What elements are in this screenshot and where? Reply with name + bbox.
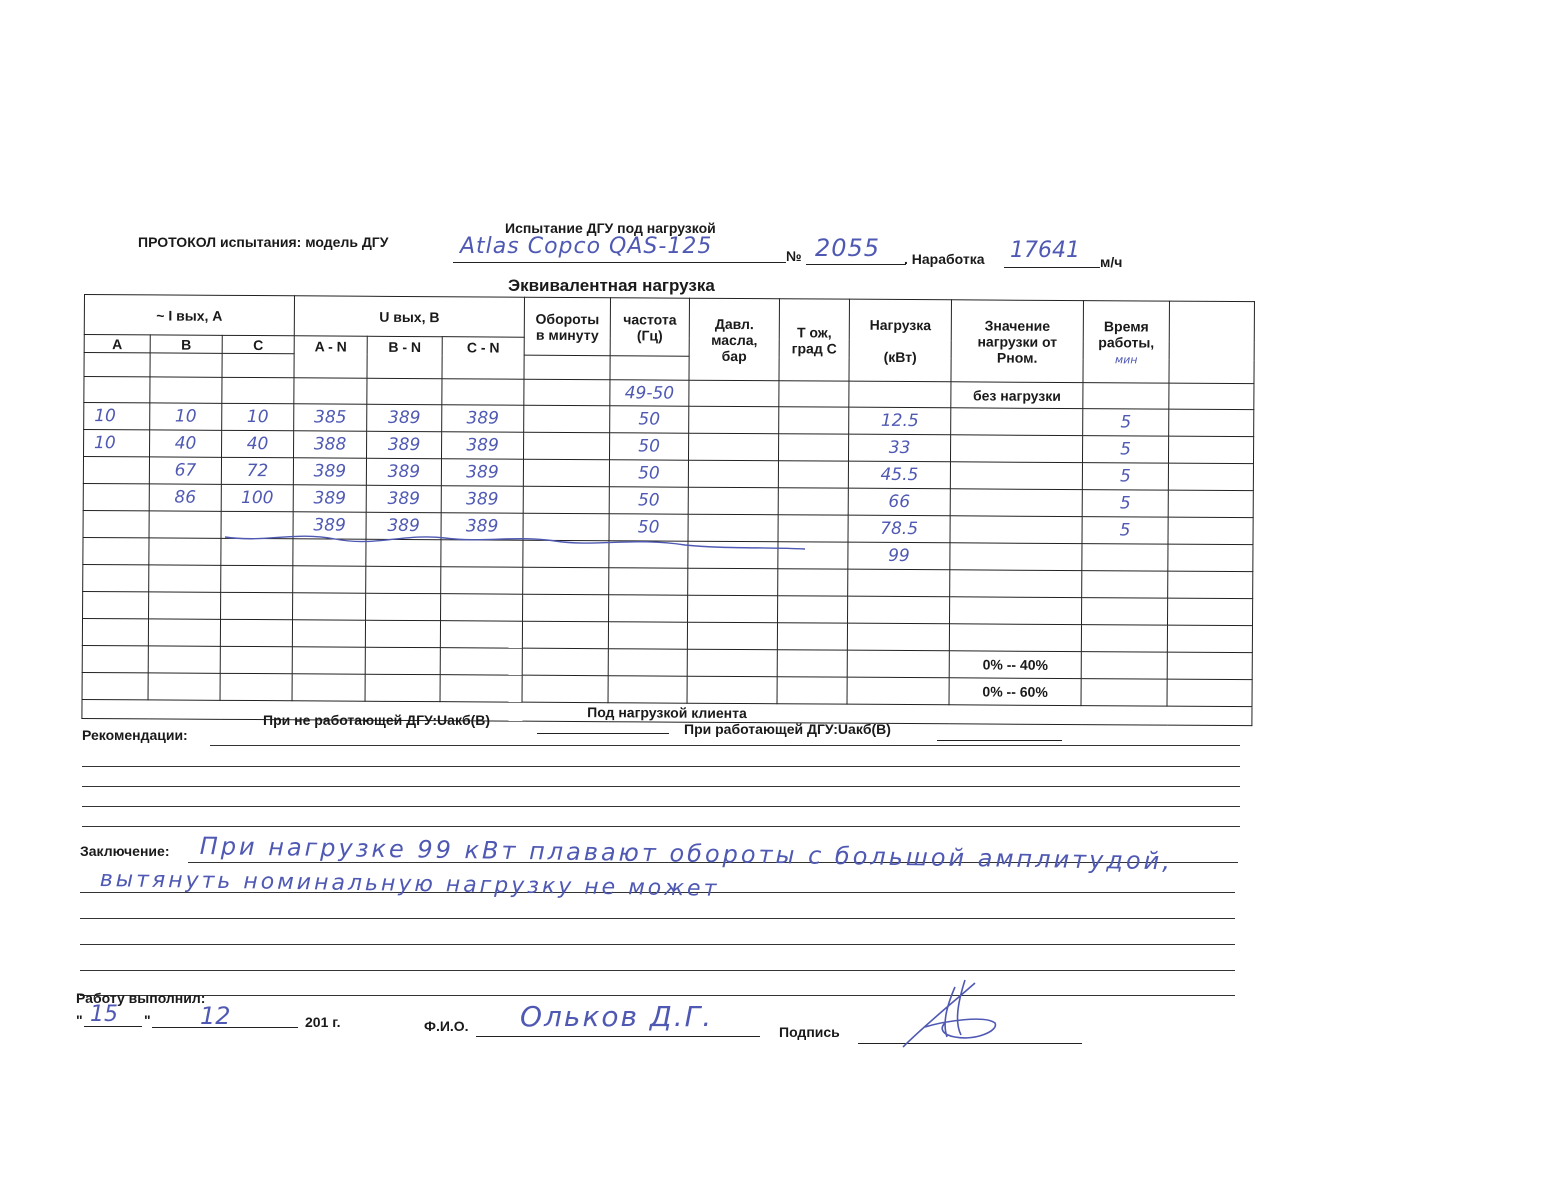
cell-rpm xyxy=(524,432,610,460)
cell-current-a xyxy=(83,457,149,484)
test-title: Испытание ДГУ под нагрузкой xyxy=(505,220,716,236)
cell-work-time: 5 xyxy=(1082,517,1168,545)
cell-current-c: 40 xyxy=(222,430,294,457)
header-current-b: B xyxy=(150,335,222,353)
cell-load: 33 xyxy=(849,434,951,462)
cell-voltage-an xyxy=(292,620,365,647)
cell-load: 99 xyxy=(848,542,950,570)
cell-rpm xyxy=(524,379,610,406)
header-blank xyxy=(610,356,689,380)
battery-on-underline xyxy=(937,740,1062,741)
header-blank xyxy=(84,353,150,377)
cell-work-time: 5 xyxy=(1082,490,1168,518)
cell-frequency xyxy=(608,622,687,649)
recommendations-line xyxy=(82,766,1240,767)
header-coolant-temp: Т ож, град С xyxy=(779,299,849,381)
cell-extra xyxy=(1168,598,1253,626)
date-month: 12 xyxy=(200,1002,231,1030)
cell-voltage-bn: 389 xyxy=(366,512,441,539)
cell-voltage-an xyxy=(293,566,366,593)
cell-voltage-an xyxy=(292,647,365,674)
cell-coolant-temp xyxy=(777,623,847,650)
cell-current-a xyxy=(83,510,149,537)
cell-frequency: 50 xyxy=(610,406,689,433)
cell-current-c xyxy=(222,377,294,403)
cell-load xyxy=(849,381,951,408)
cell-current-b: 86 xyxy=(149,484,221,511)
cell-extra xyxy=(1168,490,1253,518)
cell-load-value xyxy=(950,543,1082,571)
cell-load-value xyxy=(950,516,1082,544)
cell-oil-pressure xyxy=(687,649,777,677)
cell-work-time: 5 xyxy=(1083,436,1169,464)
cell-voltage-bn: 389 xyxy=(366,485,441,512)
cell-load-value xyxy=(950,570,1082,598)
cell-load-value xyxy=(951,435,1083,463)
cell-voltage-an xyxy=(292,674,365,701)
cell-current-a xyxy=(82,672,148,699)
signature-mark xyxy=(895,975,1005,1055)
cell-current-a xyxy=(83,537,149,564)
cell-current-a xyxy=(83,591,149,618)
recommendations-label: Рекомендации: xyxy=(82,727,188,743)
cell-work-time xyxy=(1081,625,1167,653)
cell-rpm xyxy=(523,459,609,487)
cell-voltage-an: 388 xyxy=(294,431,367,458)
cell-current-c: 10 xyxy=(222,403,294,430)
header-current-a: A xyxy=(84,335,150,353)
cell-voltage-cn xyxy=(441,567,523,595)
cell-current-b xyxy=(149,538,221,565)
cell-voltage-cn xyxy=(440,621,522,649)
cell-coolant-temp xyxy=(779,407,849,434)
cell-extra xyxy=(1168,463,1253,491)
cell-oil-pressure xyxy=(688,460,778,488)
cell-voltage-bn: 389 xyxy=(367,431,442,458)
cell-load xyxy=(847,650,949,678)
cell-coolant-temp xyxy=(779,381,849,407)
header-rpm: Обороты в минуту xyxy=(524,297,610,356)
fio-label: Ф.И.О. xyxy=(424,1018,469,1034)
cell-voltage-cn xyxy=(440,675,522,703)
cell-extra xyxy=(1168,571,1253,599)
header-voltage-cn: C - N xyxy=(442,337,524,380)
cell-coolant-temp xyxy=(779,434,849,461)
fio-underline xyxy=(476,1036,760,1037)
recommendations-line xyxy=(210,745,1240,746)
cell-voltage-bn xyxy=(366,566,441,593)
cell-coolant-temp xyxy=(777,677,847,704)
cell-load-value xyxy=(950,489,1082,517)
battery-off-label: При не работающей ДГУ:Uакб(В) xyxy=(263,712,491,728)
cell-load xyxy=(848,569,950,597)
conclusion-text-1: При нагрузке 99 кВт плавают обороты с большой амплитудой, xyxy=(199,832,1174,876)
cell-rpm xyxy=(523,567,609,595)
cell-load-value xyxy=(950,462,1082,490)
cell-work-time xyxy=(1082,598,1168,626)
hours-value: 17641 xyxy=(1010,238,1080,263)
conclusion-line xyxy=(80,970,1235,971)
cell-current-b: 10 xyxy=(150,403,222,430)
conclusion-line xyxy=(80,995,1235,996)
conclusion-text-2: вытянуть номинальную нагрузку не может xyxy=(99,867,720,902)
header-frequency: частота (Гц) xyxy=(610,298,689,356)
protocol-table xyxy=(81,294,1255,726)
cell-voltage-cn: 389 xyxy=(441,513,523,541)
cell-work-time: 5 xyxy=(1083,409,1169,437)
cell-frequency xyxy=(608,649,687,676)
client-load-label: Под нагрузкой клиента xyxy=(82,699,1252,725)
cell-rpm xyxy=(522,621,608,649)
cell-voltage-an: 389 xyxy=(293,485,366,512)
cell-current-c: 100 xyxy=(221,484,293,511)
conclusion-line xyxy=(80,918,1235,919)
cell-load xyxy=(847,623,949,651)
cell-oil-pressure xyxy=(689,433,779,461)
cell-current-a: 10 xyxy=(84,430,150,457)
number-label: № xyxy=(786,248,802,264)
header-voltage-an: A - N xyxy=(294,336,367,378)
cell-oil-pressure xyxy=(688,595,778,623)
number-underline xyxy=(806,264,906,265)
battery-off-underline xyxy=(537,733,669,734)
cell-current-c xyxy=(220,673,292,700)
cell-current-a xyxy=(82,645,148,672)
cell-work-time xyxy=(1082,571,1168,599)
cell-current-a xyxy=(84,377,150,403)
cell-work-time xyxy=(1082,544,1168,572)
cell-coolant-temp xyxy=(778,596,848,623)
cell-load: 45.5 xyxy=(848,461,950,489)
header-oil-pressure: Давл. масла, бар xyxy=(689,298,779,381)
cell-voltage-bn: 389 xyxy=(366,458,441,485)
hours-underline xyxy=(1004,267,1100,268)
cell-frequency: 50 xyxy=(609,514,688,541)
cell-current-b xyxy=(149,511,221,538)
cell-work-time xyxy=(1083,383,1169,410)
cell-extra xyxy=(1168,517,1253,545)
cell-voltage-bn: 389 xyxy=(367,404,442,431)
cell-load-value xyxy=(949,624,1081,652)
cell-rpm xyxy=(524,405,610,433)
header-blank xyxy=(150,353,222,377)
recommendations-line xyxy=(82,786,1240,787)
cell-extra xyxy=(1169,409,1254,437)
cell-current-c xyxy=(221,592,293,619)
cell-voltage-bn xyxy=(367,378,442,404)
cell-current-b: 67 xyxy=(149,457,221,484)
cell-current-a: 10 xyxy=(84,403,150,430)
cell-current-b xyxy=(150,377,222,403)
cell-oil-pressure xyxy=(687,622,777,650)
battery-on-label: При работающей ДГУ:Uакб(В) xyxy=(684,721,891,737)
cell-current-a xyxy=(83,483,149,510)
recommendations-line xyxy=(82,826,1240,827)
cell-load-value: без нагрузки xyxy=(951,382,1083,409)
cell-load-value xyxy=(950,597,1082,625)
cell-voltage-an: 385 xyxy=(294,404,367,431)
cell-voltage-bn xyxy=(365,647,440,674)
cell-load-value: 0% -- 40% xyxy=(949,651,1081,679)
cell-coolant-temp xyxy=(778,461,848,488)
cell-extra xyxy=(1169,383,1254,410)
cell-work-time xyxy=(1081,652,1167,680)
hours-unit: м/ч xyxy=(1100,254,1123,270)
cell-voltage-bn xyxy=(366,593,441,620)
cell-current-b xyxy=(149,592,221,619)
date-quote-open: " xyxy=(76,1012,83,1028)
cell-oil-pressure xyxy=(688,487,778,515)
cell-voltage-bn xyxy=(365,674,440,701)
cell-voltage-an xyxy=(293,593,366,620)
cell-frequency: 49-50 xyxy=(610,380,689,406)
cell-coolant-temp xyxy=(778,488,848,515)
recommendations-line xyxy=(82,806,1240,807)
cell-voltage-cn: 389 xyxy=(441,459,523,487)
cell-extra xyxy=(1167,679,1252,707)
cell-frequency: 50 xyxy=(609,487,688,514)
cell-work-time: 5 xyxy=(1082,463,1168,491)
hours-label: . Наработка xyxy=(904,251,985,267)
cell-voltage-cn: 389 xyxy=(442,405,524,433)
cell-extra xyxy=(1167,625,1252,653)
cell-rpm xyxy=(522,648,608,676)
cell-voltage-cn xyxy=(440,648,522,676)
cell-current-b xyxy=(148,619,220,646)
header-load: Нагрузка (кВт) xyxy=(849,299,951,382)
cell-frequency xyxy=(609,595,688,622)
year-label: 201 г. xyxy=(305,1014,341,1030)
cell-current-c xyxy=(221,565,293,592)
cell-voltage-an xyxy=(294,378,367,404)
cell-voltage-cn xyxy=(442,379,524,406)
header-current: ~ I вых, А xyxy=(84,295,294,336)
date-day: 15 xyxy=(90,1002,118,1027)
cell-load xyxy=(847,677,949,705)
conclusion-label: Заключение: xyxy=(80,843,170,859)
conclusion-line xyxy=(80,944,1235,945)
header-current-c: C xyxy=(222,335,294,353)
cell-voltage-cn: 389 xyxy=(441,486,523,514)
cell-frequency xyxy=(609,568,688,595)
cell-voltage-an: 389 xyxy=(293,512,366,539)
header-extra xyxy=(1169,301,1254,384)
cell-current-b: 40 xyxy=(150,430,222,457)
model-underline xyxy=(453,262,786,263)
strike-through-line xyxy=(225,525,805,555)
cell-extra xyxy=(1167,652,1252,680)
cell-rpm xyxy=(523,486,609,514)
header-load-value: Значение нагрузки от Рном. xyxy=(951,300,1083,383)
cell-current-a xyxy=(83,564,149,591)
cell-frequency: 50 xyxy=(610,433,689,460)
header-voltage-bn: B - N xyxy=(367,336,442,378)
number-value: 2055 xyxy=(815,234,881,262)
cell-load: 78.5 xyxy=(848,515,950,543)
cell-current-c xyxy=(220,619,292,646)
cell-oil-pressure xyxy=(689,406,779,434)
header-blank xyxy=(222,353,294,377)
header-work-time: Время работы, мин xyxy=(1083,301,1169,384)
cell-current-b xyxy=(148,673,220,700)
cell-load xyxy=(848,596,950,624)
subtitle: Эквивалентная нагрузка xyxy=(508,276,715,295)
cell-work-time xyxy=(1081,679,1167,707)
cell-rpm xyxy=(522,675,608,703)
protocol-label: ПРОТОКОЛ испытания: модель ДГУ xyxy=(138,234,389,250)
cell-current-c xyxy=(220,646,292,673)
cell-extra xyxy=(1168,544,1253,572)
cell-current-b xyxy=(149,565,221,592)
cell-oil-pressure xyxy=(687,676,777,704)
cell-voltage-cn xyxy=(441,594,523,622)
cell-oil-pressure xyxy=(688,568,778,596)
signature-label: Подпись xyxy=(779,1024,840,1040)
cell-current-c: 72 xyxy=(221,457,293,484)
cell-load-value xyxy=(951,408,1083,436)
cell-voltage-an: 389 xyxy=(293,458,366,485)
cell-load: 12.5 xyxy=(849,407,951,435)
cell-voltage-cn: 389 xyxy=(442,432,524,460)
performed-label: Работу выполнил: xyxy=(76,990,206,1006)
fio-value: Ольков Д.Г. xyxy=(520,1000,714,1033)
cell-extra xyxy=(1169,436,1254,464)
model-value: Atlas Copco QAS-125 xyxy=(460,234,713,259)
cell-frequency xyxy=(608,676,687,703)
cell-load-value: 0% -- 60% xyxy=(949,678,1081,706)
cell-oil-pressure xyxy=(689,380,779,407)
date-quote-close: " xyxy=(144,1012,151,1028)
header-voltage: U вых, В xyxy=(294,296,524,337)
cell-coolant-temp xyxy=(778,569,848,596)
header-blank xyxy=(524,355,610,380)
cell-coolant-temp xyxy=(777,650,847,677)
cell-current-b xyxy=(148,646,220,673)
cell-rpm xyxy=(523,594,609,622)
cell-load: 66 xyxy=(848,488,950,516)
cell-voltage-bn xyxy=(365,620,440,647)
cell-frequency: 50 xyxy=(609,460,688,487)
cell-current-a xyxy=(82,618,148,645)
